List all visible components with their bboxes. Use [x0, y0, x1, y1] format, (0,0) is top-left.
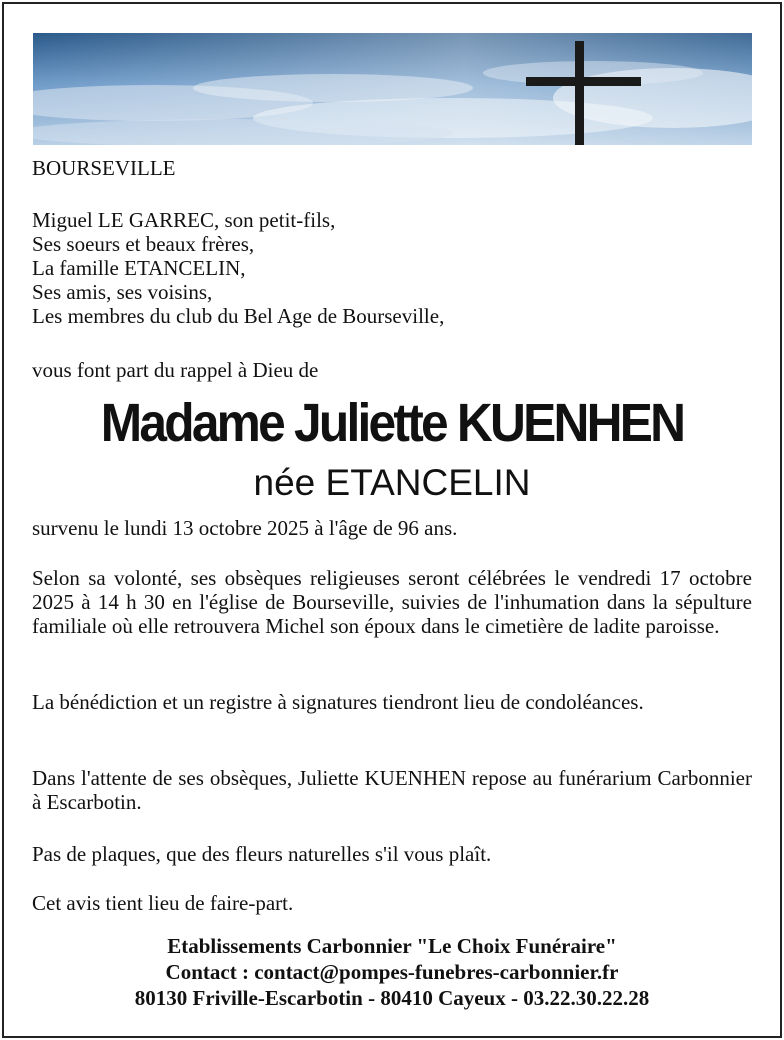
death-info: survenu le lundi 13 octobre 2025 à l'âge de 96 ans.	[32, 516, 458, 540]
condolences-note: La bénédiction et un registre à signatures tiendront lieu de condoléances.	[32, 690, 644, 714]
location: BOURSEVILLE	[32, 156, 176, 180]
funeral-details: Selon sa volonté, ses obsèques religieuses seront célébrées le vendredi 17 octobre 2025 à 14 h 30 en l'église de Bourseville, suivies de l'inhumation dans la sépulture familiale où elle retrouvera Michel son époux dans le cimetière de ladite paroisse.	[32, 566, 752, 638]
family-list	[32, 208, 752, 328]
address-phone: 80130 Friville-Escarbotin - 80410 Cayeux - 03.22.30.22.28	[134, 986, 650, 1010]
deceased-name: Madame Juliette KUENHEN	[100, 393, 684, 453]
announcement-intro: vous font part du rappel à Dieu de	[32, 358, 319, 382]
banner-image	[33, 33, 752, 145]
family-line: Ses soeurs et beaux frères,	[32, 232, 255, 256]
maiden-name: née ETANCELIN	[253, 462, 531, 503]
funerarium-note: Dans l'attente de ses obsèques, Juliette KUENHEN repose au funérarium Carbonnier à Escarbotin.	[32, 766, 752, 814]
company-name: Etablissements Carbonnier "Le Choix Funéraire"	[167, 934, 617, 958]
family-line: Les membres du club du Bel Age de Bourseville,	[32, 304, 445, 328]
family-line: Ses amis, ses voisins,	[32, 280, 213, 304]
sky-cross-banner	[33, 33, 752, 145]
cloud	[193, 74, 473, 102]
flowers-note: Pas de plaques, que des fleurs naturelles s'il vous plaît.	[32, 842, 492, 866]
family-line: La famille ETANCELIN,	[32, 256, 246, 280]
contact-email: Contact : contact@pompes-funebres-carbonnier.fr	[165, 960, 619, 984]
funeral-home-footer	[0, 933, 784, 1011]
family-line: Miguel LE GARREC, son petit-fils,	[32, 208, 336, 232]
notice-statement: Cet avis tient lieu de faire-part.	[32, 891, 294, 915]
